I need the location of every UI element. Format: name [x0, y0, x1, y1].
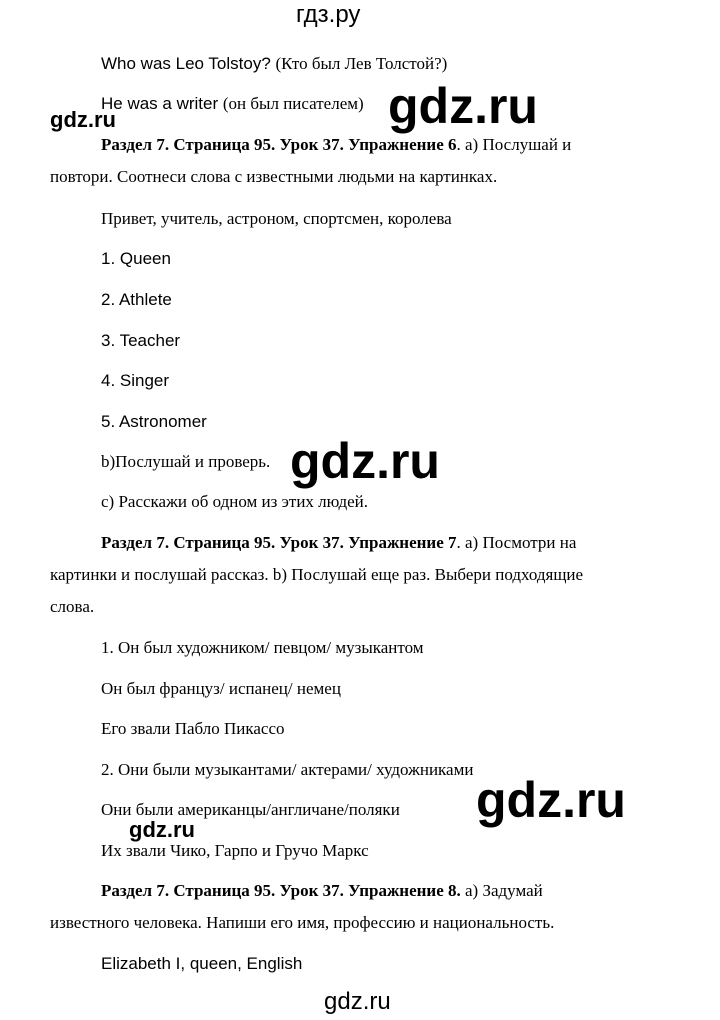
ex6-part-c: c) Расскажи об одном из этих людей. [101, 492, 369, 511]
ex8-task-start: а) Задумай [460, 881, 543, 900]
ex8-heading: Раздел 7. Страница 95. Урок 37. Упражнение 8. [101, 881, 461, 900]
ex8-task-line-1 [101, 880, 543, 902]
watermark-large-1: gdz.ru [388, 78, 538, 134]
ex6-task-line-1 [101, 134, 571, 156]
intro-answer-en: He was a writer [101, 94, 219, 113]
ex6-words: Привет, учитель, астроном, спортсмен, королева [101, 209, 452, 228]
site-title: гдз.ру [296, 1, 361, 28]
intro-answer-ru: (он был писателем) [222, 94, 364, 113]
ex6-item-5: 5. Astronomer [101, 412, 207, 431]
ex7-line-1: 1. Он был художником/ певцом/ музыкантом [101, 638, 424, 657]
ex7-line-4: 2. Они были музыкантами/ актерами/ художниками [101, 760, 474, 779]
ex6-task-line-2: повтори. Соотнеси слова с известными людьми на картинках. [50, 167, 498, 186]
ex6-task-start: . а) Послушай и [456, 135, 572, 154]
watermark-large-2: gdz.ru [290, 433, 440, 489]
ex8-answer: Elizabeth I, queen, English [101, 954, 303, 973]
ex7-task-line-3: слова. [50, 597, 95, 616]
intro-answer [101, 93, 364, 115]
intro-question [101, 53, 447, 75]
watermark-small-2: gdz.ru [129, 817, 195, 842]
ex7-task-line-1 [101, 532, 576, 554]
footer-watermark: gdz.ru [324, 988, 391, 1015]
ex6-item-1: 1. Queen [101, 249, 171, 268]
watermark-small-1: gdz.ru [50, 107, 116, 132]
intro-question-ru: (Кто был Лев Толстой?) [275, 54, 448, 73]
ex7-line-2: Он был француз/ испанец/ немец [101, 679, 341, 698]
ex7-heading: Раздел 7. Страница 95. Урок 37. Упражнение 7 [101, 533, 457, 552]
ex8-task-line-2: известного человека. Напиши его имя, профессию и национальность. [50, 913, 555, 932]
ex7-task-start: . а) Посмотри на [456, 533, 577, 552]
ex6-item-4: 4. Singer [101, 371, 170, 390]
ex6-item-3: 3. Teacher [101, 331, 181, 350]
ex7-line-5: Они были американцы/англичане/поляки [101, 800, 400, 819]
ex6-item-2: 2. Athlete [101, 290, 172, 309]
intro-question-en: Who was Leo Tolstoy? [101, 54, 271, 73]
ex7-task-line-2: картинки и послушай рассказ. b) Послушай еще раз. Выбери подходящие [50, 565, 584, 584]
ex7-line-6: Их звали Чико, Гарпо и Гручо Маркс [101, 841, 369, 860]
watermark-large-3: gdz.ru [476, 772, 626, 828]
ex6-part-b: b)Послушай и проверь. [101, 452, 271, 471]
ex6-heading: Раздел 7. Страница 95. Урок 37. Упражнение 6 [101, 135, 457, 154]
ex7-line-3: Его звали Пабло Пикассо [101, 719, 285, 738]
